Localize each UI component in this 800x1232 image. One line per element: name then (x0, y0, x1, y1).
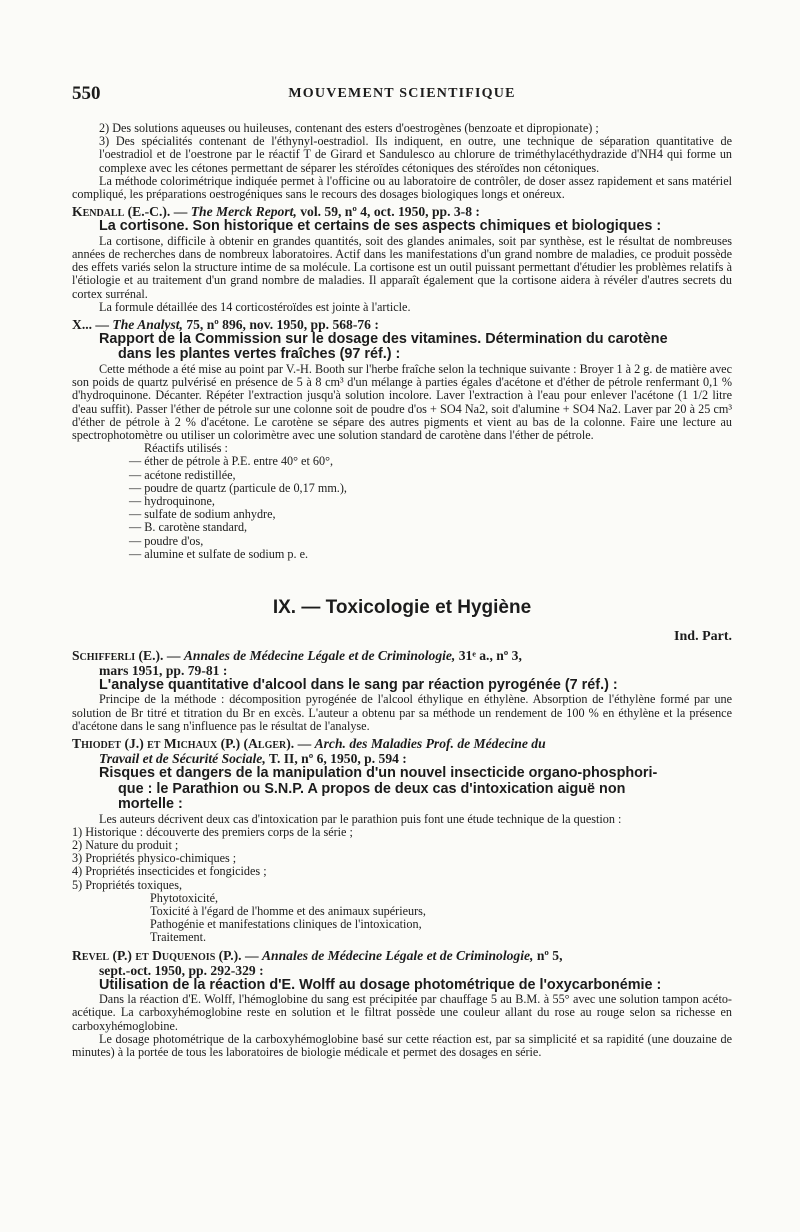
citation-dash: — (297, 736, 312, 752)
citation-thiodet (72, 736, 732, 751)
citation-cont (72, 751, 732, 766)
article-title-cont: que : le Parathion ou S.N.P. A propos de deux cas d'intoxication aiguë non (118, 780, 626, 797)
citation-ref-cont: sept.-oct. 1950, pp. 292-329 : (99, 962, 264, 978)
citation-ref: vol. 59, nº 4, oct. 1950, pp. 3-8 : (300, 204, 480, 220)
paragraph: Le dosage photométrique de la carboxyhémoglobine basé sur cette réaction est, par sa simplicité et sa rapidité (une douzaine de minutes) à la portée de tous les laboratoires de biologie médicale et permet des dosages en série. (72, 1031, 732, 1059)
running-title: MOUVEMENT SCIENTIFIQUE (288, 86, 516, 101)
citation-kendall (72, 204, 732, 219)
citation-ref: 75, nº 896, nov. 1950, pp. 568-76 : (186, 316, 379, 332)
paragraph: Cette méthode a été mise au point par V.-H. Booth sur l'herbe fraîche selon la technique suivante : Broyer 1 à 2 g. de matière avec son poids de quartz pulvérisé en présence de 5 à 8 cm³ d'un mélange à parties égales d'acétone et d'éther de pétrole renfermant 0,1 % d'hydroquinone. Décanter. Répéter l'extraction jusqu'à solution incolore. Laver l'extraction à l'eau pour enlever l'acétone (1 1/2 litre d'eau suffit). Passer l'éther de pétrole sur une colonne soit de poudre d'os + SO4 Na2, soit d'alumine + SO4 Na2. Laver par 20 à 25 cm³ d'éther de pétrole à 2 % d'acétone. Le carotène se sépare des autres pigments et vient au bas de la colonne. Faire une lecture au spectrophotomètre ou utiliser un colorimètre avec une solution standard de carotène dans l'éther de pétrole. (72, 361, 732, 442)
citation-ref: nº 5, (536, 947, 563, 963)
citation-journal-cont: Travail et de Sécurité Sociale, (99, 751, 266, 767)
citation-journal: The Analyst, (112, 316, 183, 332)
citation-journal: The Merck Report, (190, 204, 297, 220)
article-title: Rapport de la Commission sur le dosage des vitamines. Détermination du carotène (99, 330, 668, 347)
list-item: — poudre d'os, (129, 533, 204, 548)
article-title: Risques et dangers de la manipulation d'un nouvel insecticide organo-phosphori- (99, 765, 658, 782)
citation-revel (72, 948, 732, 963)
section-heading: IX. — Toxicologie et Hygiène (272, 596, 532, 618)
list-item: 2) Nature du produit ; (72, 838, 179, 852)
citation-ref: 31ᵉ a., nº 3, (458, 647, 522, 663)
paragraph: La méthode colorimétrique indiquée permet à l'officine ou au laboratoire de contrôler, de doser assez rapidement et sans matériel compliqué, les préparations oestrogéniques sans le recours des dosages biologiques longs et onéreux. (72, 173, 732, 202)
paragraph: Principe de la méthode : décomposition pyrogénée de l'alcool éthylique en éthylène. Absorption de l'éthylène formé par une solution de Br titré et titration du Br en excès. L'auteur a obtenu par sa méthode un rendement de 100 % en éthylène et la présence d'acétone dans le sang n'influence pas le résultat de l'analyse. (72, 692, 732, 733)
citation-author: Thiodet (J.) et Michaux (P.) (Alger). (72, 736, 295, 752)
page-number: 550 (72, 83, 101, 104)
sub-list-item: Traitement. (150, 930, 207, 945)
citation-analyst (72, 317, 732, 332)
page-header (72, 83, 732, 109)
list-item: 3) Propriétés physico-chimiques ; (72, 851, 237, 866)
citation-dash: — (95, 316, 110, 332)
list-item: — B. carotène standard, (129, 520, 248, 535)
sub-list-item: Pathogénie et manifestations cliniques de l'intoxication, (150, 917, 422, 932)
list-item: 1) Historique : découverte des premiers corps de la série ; (72, 824, 353, 839)
page-body (72, 122, 732, 1059)
paragraph: Les auteurs décrivent deux cas d'intoxication par le parathion puis font une étude technique de la question : (99, 811, 622, 826)
reagents-heading: Réactifs utilisés : (144, 441, 228, 456)
list-item: — éther de pétrole à P.E. entre 40° et 60°, (129, 454, 334, 469)
list-item: — sulfate de sodium anhydre, (129, 507, 276, 522)
list-item: 2) Des solutions aqueuses ou huileuses, contenant des esters d'oestrogènes (benzoate et dipropionate) ; (99, 121, 599, 135)
list-item: 5) Propriétés toxiques, (72, 877, 183, 892)
citation-ref-cont: mars 1951, pp. 79-81 : (99, 662, 228, 678)
citation-schifferli (72, 648, 732, 663)
citation-journal: Arch. des Maladies Prof. de Médecine du (314, 736, 546, 752)
article-title: L'analyse quantitative d'alcool dans le sang par réaction pyrogénée (7 réf.) : (99, 676, 618, 693)
list-item: — hydroquinone, (129, 493, 215, 508)
paragraph: La cortisone, difficile à obtenir en grandes quantités, soit des glandes animales, soit par synthèse, est le résultat de nombreuses années de recherches dans de nombreux laboratoires. Actif dans les manifestations d'un grand nombre de maladies, ce produit possède des effets variés selon la structure intime de sa molécule. La cortisone est un outil puissant permettant d'étudier les problèmes relatifs à l'étiologie et au traitement d'un grand nombre de maladies. Il apparaît également que la cortisone aidera à révéler d'autres secrets du cortex surrénal. (72, 233, 732, 301)
article-title: La cortisone. Son historique et certains de ses aspects chimiques et biologiques : (99, 218, 662, 235)
sub-list-item: Phytotoxicité, (150, 890, 219, 905)
citation-journal: Annales de Médecine Légale et de Criminologie, (261, 947, 534, 963)
citation-dash: — (173, 204, 188, 220)
list-item: 4) Propriétés insecticides et fongicides ; (72, 864, 267, 879)
citation-author: X... (72, 316, 93, 332)
paragraph: La formule détaillée des 14 corticostéroïdes est jointe à l'article. (99, 299, 411, 314)
article-title-cont: dans les plantes vertes fraîches (97 réf.) : (118, 346, 401, 363)
section-subheading: Ind. Part. (674, 628, 732, 644)
citation-author: Kendall (E.-C.). (72, 204, 171, 220)
article-title: Utilisation de la réaction d'E. Wolff au dosage photométrique de l'oxycarbonémie : (99, 976, 662, 993)
sub-list-item: Toxicité à l'égard de l'homme et des animaux supérieurs, (150, 904, 426, 919)
list-item: — poudre de quartz (particule de 0,17 mm.), (129, 480, 347, 495)
citation-dash: — (244, 947, 259, 963)
list-item: — alumine et sulfate de sodium p. e. (129, 546, 309, 561)
list-item: — acétone redistillée, (129, 467, 236, 482)
citation-journal: Annales de Médecine Légale et de Criminologie, (183, 647, 456, 663)
paragraph: Dans la réaction d'E. Wolff, l'hémoglobine du sang est précipitée par chauffage 5 au B.M. à 55° avec une solution tampon acéto-acétique. La carboxyhémoglobine reste en solution et le filtrat possède une couleur allant du rose au rouge selon sa richesse en carboxyhémoglobine. (72, 992, 732, 1033)
list-item: 3) Des spécialités contenant de l'éthynyl-oestradiol. Ils indiquent, en outre, une technique de séparation quantitative de l'oestradiol et de l'oestrone par le réactif T de Girard et Sandulesco au chlorure de triméthylacéthydrazide d'NH4 qui forme un complexe avec les cétones permettant de séparer les stéroïdes cétoniques des stéroïdes non cétoniques. (99, 134, 732, 175)
citation-dash: — (166, 647, 181, 663)
citation-author: Revel (P.) et Duquenois (P.). (72, 947, 242, 963)
citation-ref: T. II, nº 6, 1950, p. 594 : (268, 751, 407, 767)
article-title-cont: mortelle : (118, 796, 183, 813)
citation-author: Schifferli (E.). (72, 647, 164, 663)
